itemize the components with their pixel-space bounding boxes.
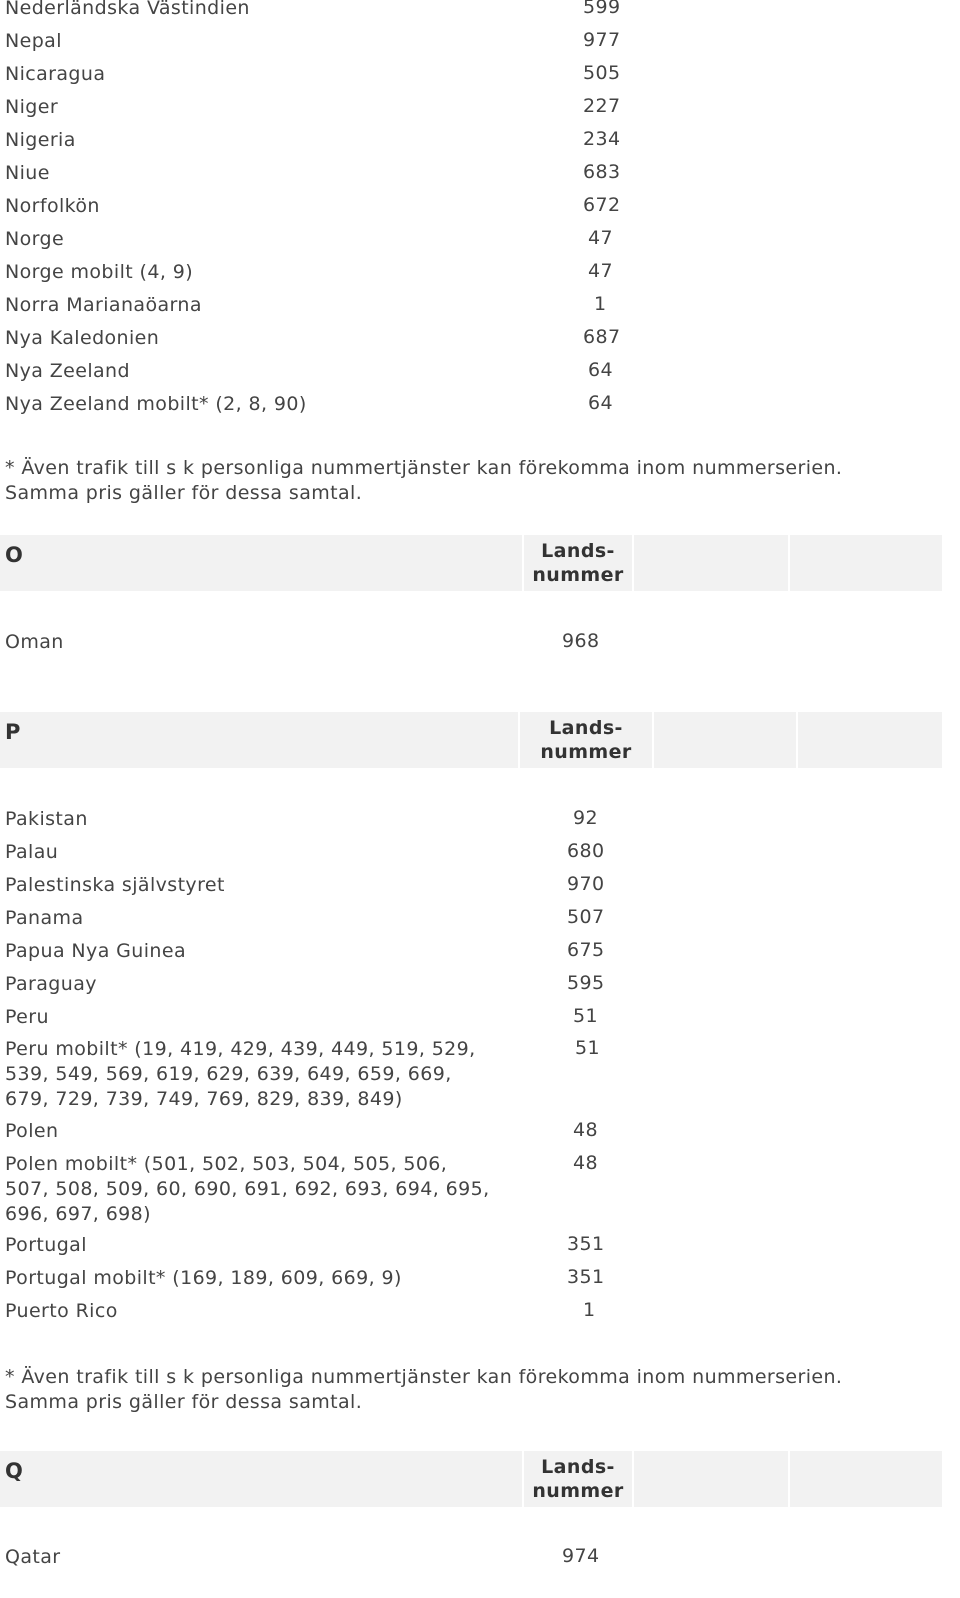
country-name: Puerto Rico — [5, 1300, 118, 1322]
country-code: 227 — [583, 95, 621, 117]
country-name: Panama — [5, 907, 84, 929]
country-code: 968 — [562, 630, 600, 652]
country-code: 599 — [583, 0, 621, 18]
country-code: 974 — [562, 1545, 600, 1567]
country-name: Nepal — [5, 30, 62, 52]
country-code: 687 — [583, 326, 621, 348]
country-code: 675 — [567, 939, 605, 961]
country-code: 683 — [583, 161, 621, 183]
column-header-country-code — [518, 712, 654, 768]
country-code: 1 — [594, 293, 607, 315]
footnote-line: * Även trafik till s k personliga nummertjänster kan förekomma inom nummerserien. — [5, 457, 843, 479]
country-name: Polen — [5, 1120, 59, 1142]
section-letter: Q — [5, 1459, 24, 1483]
column-header-line: nummer — [532, 564, 624, 586]
country-code: 970 — [567, 873, 605, 895]
column-header-country-code — [522, 535, 634, 591]
country-name: Nigeria — [5, 129, 76, 151]
country-name: Polen mobilt* (501, 502, 503, 504, 505, 506, 507, 508, 509, 60, 690, 691, 692, 693, 694, 695, 696, 697, 698) — [5, 1153, 490, 1225]
column-header-line: nummer — [540, 741, 632, 763]
country-name: Qatar — [5, 1546, 61, 1568]
country-code: 351 — [567, 1266, 605, 1288]
country-code: 672 — [583, 194, 621, 216]
country-code: 977 — [583, 29, 621, 51]
country-name: Norfolkön — [5, 195, 100, 217]
country-code: 507 — [567, 906, 605, 928]
column-header-line: nummer — [532, 1480, 624, 1502]
country-code: 48 — [573, 1119, 598, 1141]
section-letter: O — [5, 543, 24, 567]
country-name: Paraguay — [5, 973, 97, 995]
footnote-line: * Även trafik till s k personliga nummertjänster kan förekomma inom nummerserien. — [5, 1366, 843, 1388]
column-header-line: Lands- — [541, 1456, 615, 1478]
country-code: 48 — [573, 1152, 598, 1174]
country-code: 51 — [573, 1005, 598, 1027]
country-name: Niger — [5, 96, 59, 118]
column-header-empty — [788, 1451, 942, 1507]
footnote-line: Samma pris gäller för dessa samtal. — [5, 1391, 363, 1413]
country-code: 680 — [567, 840, 605, 862]
country-code: 505 — [583, 62, 621, 84]
footnote — [5, 456, 945, 506]
column-header-line: Lands- — [541, 540, 615, 562]
country-name: Norge — [5, 228, 65, 250]
country-code: 595 — [567, 972, 605, 994]
country-name: Norra Marianaöarna — [5, 294, 202, 316]
country-name: Pakistan — [5, 808, 88, 830]
column-header-line: Lands- — [549, 717, 623, 739]
country-name: Peru mobilt* (19, 419, 429, 439, 449, 519, 529, 539, 549, 569, 619, 629, 639, 649, 659, 669, 679, 729, 739, 749, 769, 829, 839, 849) — [5, 1038, 476, 1110]
country-code: 51 — [575, 1037, 600, 1059]
country-code: 92 — [573, 807, 598, 829]
column-header-country-code — [522, 1451, 634, 1507]
country-name: Nya Kaledonien — [5, 327, 160, 349]
country-name: Papua Nya Guinea — [5, 940, 186, 962]
column-header-empty — [788, 535, 942, 591]
country-name: Portugal — [5, 1234, 87, 1256]
column-header-empty — [796, 712, 942, 768]
country-name: Peru — [5, 1006, 49, 1028]
country-name: Portugal mobilt* (169, 189, 609, 669, 9) — [5, 1267, 402, 1289]
country-name: Nicaragua — [5, 63, 106, 85]
country-code: 351 — [567, 1233, 605, 1255]
country-name: Nederländska Västindien — [5, 0, 250, 19]
country-code: 47 — [588, 260, 613, 282]
country-code: 47 — [588, 227, 613, 249]
country-code: 64 — [588, 359, 613, 381]
footnote-line: Samma pris gäller för dessa samtal. — [5, 482, 363, 504]
country-code: 1 — [583, 1299, 596, 1321]
country-name: Norge mobilt (4, 9) — [5, 261, 194, 283]
country-code: 64 — [588, 392, 613, 414]
country-code: 234 — [583, 128, 621, 150]
footnote — [5, 1365, 945, 1415]
country-name: Nya Zeeland mobilt* (2, 8, 90) — [5, 393, 307, 415]
country-name: Niue — [5, 162, 50, 184]
country-name: Oman — [5, 631, 64, 653]
country-name: Palau — [5, 841, 59, 863]
section-letter: P — [5, 720, 21, 744]
country-name: Nya Zeeland — [5, 360, 130, 382]
country-name: Palestinska självstyret — [5, 874, 225, 896]
